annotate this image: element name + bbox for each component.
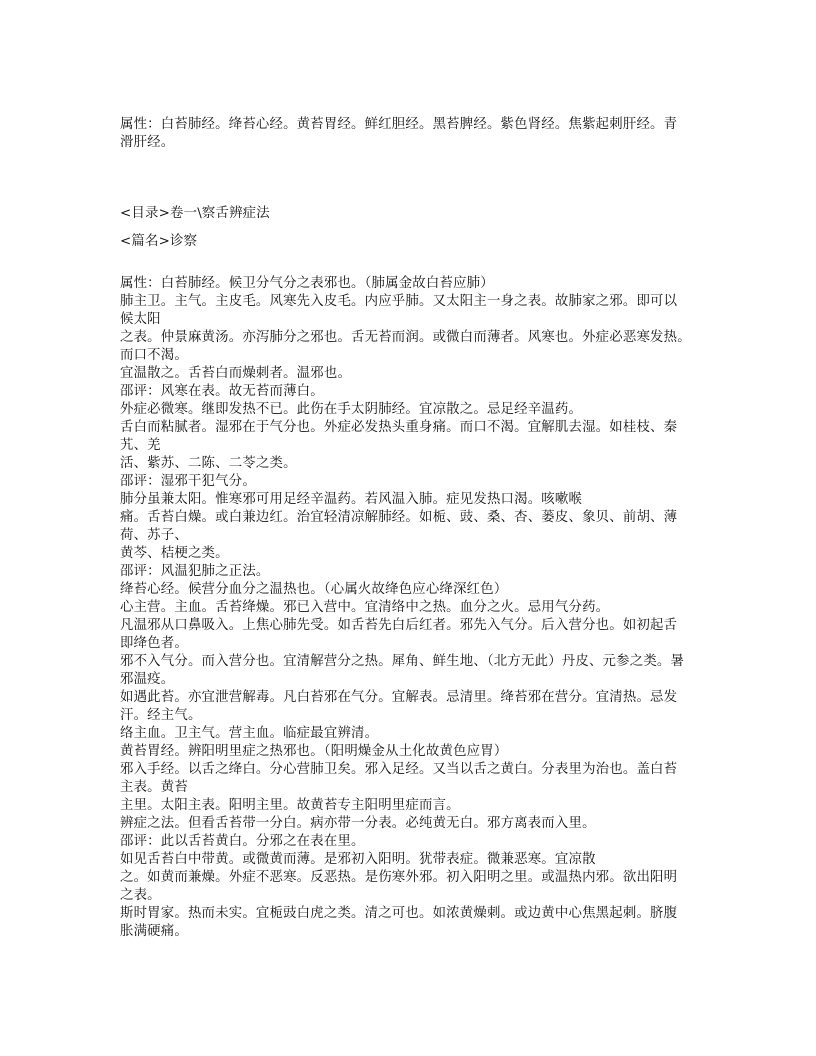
text-line: 肺分虽兼太阳。惟寒邪可用足经辛温药。若风温入肺。症见发热口渴。咳嗽喉 xyxy=(120,492,583,507)
text-line: 黄苔胃经。辨阳明里症之热邪也。（阳明燥金从土化故黄色应胃） xyxy=(120,744,508,759)
directory-heading: <目录>卷一\察舌辨症法 xyxy=(120,206,270,221)
text-line: 辨症之法。但看舌苔带一分白。病亦带一分表。必纯黄无白。邪方离表而入里。 xyxy=(120,816,596,831)
text-line: 肺主卫。主气。主皮毛。风寒先入皮毛。内应乎肺。又太阳主一身之表。故肺家之邪。即可以 xyxy=(120,294,678,309)
text-line: 荷、苏子、 xyxy=(120,528,188,543)
text-line: 黄芩、桔梗之类。 xyxy=(120,546,229,561)
text-line: 斯时胃家。热而未实。宜栀豉白虎之类。清之可也。如浓黄燥刺。或边黄中心焦黑起刺。脐腹 xyxy=(120,906,678,921)
text-line: 活、紫苏、二陈、二苓之类。 xyxy=(120,456,297,471)
text-line: 邵评：风寒在表。故无苔而薄白。 xyxy=(120,384,324,399)
text-line: 绛苔心经。候营分血分之温热也。（心属火故绛色应心绛深红色） xyxy=(120,582,508,597)
text-line: 滑肝经。 xyxy=(120,135,175,150)
text-line: 邵评：风温犯肺之正法。 xyxy=(120,564,270,579)
text-line: 主里。太阳主表。阳明主里。故黄苔专主阳明里症而言。 xyxy=(120,798,460,813)
chapter-heading: <篇名>诊察 xyxy=(120,234,198,249)
text-line: 主表。黄苔 xyxy=(120,780,188,795)
body-text xyxy=(120,275,691,941)
text-line: 之。如黄而兼燥。外症不恶寒。反恶热。是伤寒外邪。初入阳明之里。或温热内邪。欲出阳明 xyxy=(120,870,678,885)
text-line: 胀满硬痛。 xyxy=(120,924,188,939)
text-line: 邪不入气分。而入营分也。宜清解营分之热。犀角、鲜生地、（北方无此）丹皮、元参之类。暑 xyxy=(120,654,685,669)
text-line: 如见舌苔白中带黄。或微黄而薄。是邪初入阳明。犹带表症。微兼恶寒。宜凉散 xyxy=(120,852,596,867)
text-line: 络主血。卫主气。营主血。临症最宜辨清。 xyxy=(120,726,379,741)
text-line: 邵评：此以舌苔黄白。分邪之在表在里。 xyxy=(120,834,365,849)
text-line: 汗。经主气。 xyxy=(120,708,202,723)
text-line: 之表。 xyxy=(120,888,161,903)
text-line: 如遇此苔。亦宜泄营解毒。凡白苔邪在气分。宜解表。忌清里。绛苔邪在营分。宜清热。忌发 xyxy=(120,690,678,705)
text-line: 候太阳 xyxy=(120,312,161,327)
text-line: 邪入手经。以舌之绛白。分心营肺卫矣。邪入足经。又当以舌之黄白。分表里为治也。盖白苔 xyxy=(120,762,678,777)
text-line: 邪温疫。 xyxy=(120,672,175,687)
text-line: 属性：白苔肺经。绛苔心经。黄苔胃经。鲜红胆经。黑苔脾经。紫色肾经。焦紫起刺肝经。青 xyxy=(120,117,678,132)
attribute-summary xyxy=(120,116,677,152)
text-line: 邵评：湿邪干犯气分。 xyxy=(120,474,256,489)
text-line: 而口不渴。 xyxy=(120,348,188,363)
text-line: 艽、羌 xyxy=(120,438,161,453)
text-line: 凡温邪从口鼻吸入。上焦心肺先受。如舌苔先白后红者。邪先入气分。后入营分也。如初起舌 xyxy=(120,618,678,633)
text-line: 宜温散之。舌苔白而燥刺者。温邪也。 xyxy=(120,366,352,381)
text-line: 痛。舌苔白燥。或白兼边红。治宜轻清凉解肺经。如栀、豉、桑、杏、蒌皮、象贝、前胡、薄 xyxy=(120,510,678,525)
text-line: 之表。仲景麻黄汤。亦泻肺分之邪也。舌无苔而润。或微白而薄者。风寒也。外症必恶寒发热。 xyxy=(120,330,691,345)
text-line: 即绛色者。 xyxy=(120,636,188,651)
text-line: 属性：白苔肺经。候卫分气分之表邪也。（肺属金故白苔应肺） xyxy=(120,276,494,291)
text-line: 外症必微寒。继即发热不已。此伤在手太阴肺经。宜凉散之。忌足经辛温药。 xyxy=(120,402,583,417)
text-line: 舌白而粘腻者。湿邪在于气分也。外症必发热头重身痛。而口不渴。宜解肌去湿。如桂枝、秦 xyxy=(120,420,678,435)
text-line: 心主营。主血。舌苔绛燥。邪已入营中。宜清络中之热。血分之火。忌用气分药。 xyxy=(120,600,610,615)
